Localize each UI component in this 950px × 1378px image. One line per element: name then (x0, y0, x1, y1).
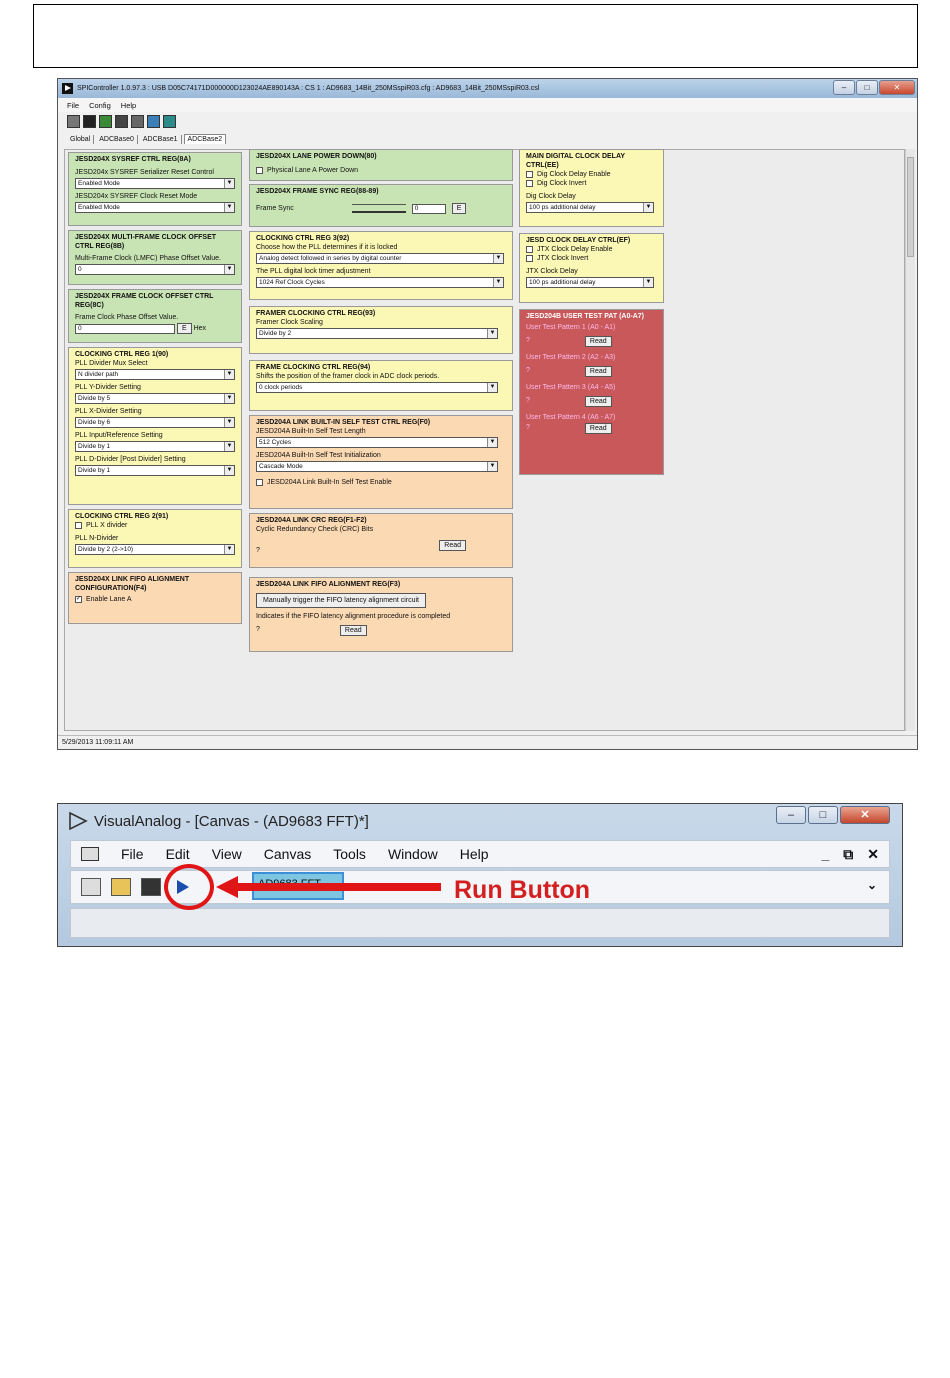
label: PLL Divider Mux Select (75, 360, 148, 367)
pll-y-divider-select[interactable]: Divide by 5 ▼ (75, 393, 235, 404)
sysref-clock-reset-select[interactable]: Enabled Mode ▼ (75, 202, 235, 213)
label: Enable Lane A (86, 596, 132, 603)
panel-fifo-alignment-config (68, 572, 242, 624)
label: PLL D-Divider [Post Divider] Setting (75, 456, 186, 463)
spi-title-bar (58, 79, 917, 98)
toolbar-icon-1[interactable] (67, 115, 80, 128)
vertical-scrollbar[interactable] (905, 149, 915, 731)
chevron-down-icon[interactable]: ⌄ (866, 878, 877, 892)
panel-title: JESD204X LINK FIFO ALIGNMENT CONFIGURATION(F4) (75, 576, 190, 592)
panel-title: CLOCKING CTRL REG 3(92) (256, 235, 350, 242)
pll-lock-timer-select[interactable]: 1024 Ref Clock Cycles ▼ (256, 277, 504, 288)
panel-clocking-ctrl-3 (249, 231, 513, 300)
pattern-1-read-button[interactable]: Read (585, 336, 612, 347)
run-button-highlight-circle (164, 864, 214, 910)
label: JESD204x SYSREF Serializer Reset Control (75, 169, 214, 176)
bist-length-select[interactable]: 512 Cycles ▼ (256, 437, 498, 448)
scroll-thumb[interactable] (907, 157, 914, 257)
mdi-close-icon[interactable]: ✕ (867, 845, 879, 862)
mdi-minimize-icon[interactable]: _ (821, 845, 830, 862)
label: JTX Clock Delay (526, 268, 578, 275)
enter-button[interactable]: E (452, 203, 467, 214)
panel-title: JESD204A LINK BUILT-IN SELF TEST CTRL REG(F0) (256, 419, 431, 426)
label: Framer Clock Scaling (256, 319, 323, 326)
panel-jesd-clock-delay (519, 233, 664, 303)
panel-title: JESD204X MULTI-FRAME CLOCK OFFSET CTRL REG(8B) (75, 234, 217, 250)
va-menu-canvas[interactable]: Canvas (263, 846, 312, 862)
spi-controller-window (57, 78, 918, 750)
label: User Test Pattern 1 (A0 - A1) (526, 324, 616, 331)
hex-label: Hex (193, 325, 207, 332)
toolbar-icon-7[interactable] (163, 115, 176, 128)
va-menu-help[interactable]: Help (459, 846, 489, 862)
visualanalog-logo-icon (68, 811, 88, 831)
framer-clock-scaling-select[interactable]: Divide by 2 ▼ (256, 328, 498, 339)
panel-multiframe-offset (68, 230, 242, 285)
pll-x-divider-select[interactable]: Divide by 6 ▼ (75, 417, 235, 428)
frame-sync-input[interactable]: 0 (412, 204, 446, 214)
frame-sync-slider[interactable] (352, 204, 406, 213)
label: The PLL digital lock timer adjustment (256, 268, 371, 275)
jtx-clock-delay-enable-checkbox[interactable] (526, 246, 533, 253)
menu-help[interactable]: Help (120, 100, 137, 110)
panel-fifo-alignment (249, 577, 513, 652)
enter-button[interactable]: E (177, 323, 192, 334)
label: PLL Input/Reference Setting (75, 432, 163, 439)
minimize-button[interactable]: – (833, 80, 855, 95)
close-button[interactable]: ✕ (879, 80, 915, 95)
toolbar-icon-6[interactable] (147, 115, 160, 128)
panel-clocking-ctrl-1 (68, 347, 242, 505)
dig-clock-invert-checkbox[interactable] (526, 180, 533, 187)
va-title-bar (58, 804, 902, 838)
label: JTX Clock Invert (537, 255, 589, 262)
spi-menu-bar (58, 98, 917, 112)
bist-init-select[interactable]: Cascade Mode ▼ (256, 461, 498, 472)
panel-bist-ctrl (249, 415, 513, 509)
tab-adcbase2[interactable]: ADCBase2 (184, 134, 227, 144)
pll-lock-detect-select[interactable]: Analog detect followed in series by digital counter ▼ (256, 253, 504, 264)
spi-toolbar (58, 112, 917, 130)
va-maximize-button[interactable]: □ (808, 806, 838, 824)
panel-title: JESD204A LINK CRC REG(F1-F2) (256, 517, 367, 524)
fifo-status-value: ? (256, 626, 260, 633)
panel-user-test-pattern (519, 309, 664, 475)
mdi-restore-icon[interactable]: ⧉ (843, 845, 854, 862)
panel-framer-clocking-ctrl (249, 306, 513, 354)
crc-value: ? (256, 547, 260, 554)
label: Dig Clock Invert (537, 180, 587, 187)
toolbar-icon-4[interactable] (115, 115, 128, 128)
panel-lane-power-down (249, 149, 513, 181)
run-button-annotation: Run Button (454, 876, 591, 904)
panel-title: JESD204X FRAME CLOCK OFFSET CTRL REG(8C) (75, 293, 214, 309)
pll-divider-mux-select[interactable]: N divider path ▼ (75, 369, 235, 380)
va-menu-window[interactable]: Window (387, 846, 438, 862)
open-folder-icon[interactable] (111, 878, 131, 896)
maximize-button[interactable]: □ (856, 80, 878, 95)
arrow-icon (216, 876, 446, 898)
label: User Test Pattern 3 (A4 - A5) (526, 384, 616, 391)
new-canvas-icon[interactable] (81, 878, 101, 896)
frame-offset-input[interactable]: 0 (75, 324, 175, 334)
label: JTX Clock Delay Enable (537, 246, 613, 253)
register-panel-area (64, 149, 905, 731)
pattern-3-value: ? (526, 397, 530, 404)
label: Indicates if the FIFO latency alignment procedure is completed (256, 613, 451, 620)
spi-window-title: SPIController 1.0.97.3 : USB D05C74171D000000D123024AE890143A : CS 1 : AD9683_14Bit_250MSspiR03.cfg : AD9683_14Bit_250MSspiR03.csl (77, 85, 540, 92)
tab-global[interactable]: Global (67, 135, 94, 144)
pll-x-divider-checkbox[interactable] (75, 522, 82, 529)
va-close-button[interactable]: ✕ (840, 806, 890, 824)
label: Frame Sync (256, 205, 294, 212)
fifo-trigger-button[interactable]: Manually trigger the FIFO latency alignment circuit (256, 593, 426, 608)
label: PLL X-Divider Setting (75, 408, 142, 415)
jtx-clock-delay-select[interactable]: 100 ps additional delay ▼ (526, 277, 654, 288)
panel-title: JESD204X FRAME SYNC REG(88-89) (256, 188, 379, 195)
pattern-2-read-button[interactable]: Read (585, 366, 612, 377)
panel-clocking-ctrl-2 (68, 509, 242, 568)
status-bar: 5/29/2013 11:09:11 AM (58, 735, 917, 749)
bist-enable-checkbox[interactable] (256, 479, 263, 486)
panel-title: CLOCKING CTRL REG 2(91) (75, 513, 169, 520)
panel-title: FRAME CLOCKING CTRL REG(94) (256, 364, 371, 371)
label: Shifts the position of the framer clock in ADC clock periods. (256, 373, 440, 380)
app-icon (62, 83, 73, 94)
toolbar-icon-3[interactable] (99, 115, 112, 128)
pattern-3-read-button[interactable]: Read (585, 396, 612, 407)
label: User Test Pattern 2 (A2 - A3) (526, 354, 616, 361)
pattern-4-value: ? (526, 424, 530, 431)
toolbar-icon-5[interactable] (131, 115, 144, 128)
panel-frame-clocking-ctrl (249, 360, 513, 411)
panel-title: JESD204B USER TEST PAT (A0-A7) (526, 313, 644, 320)
label: JESD204A Built-In Self Test Initialization (256, 452, 381, 459)
label: User Test Pattern 4 (A6 - A7) (526, 414, 616, 421)
dig-clock-delay-select[interactable]: 100 ps additional delay ▼ (526, 202, 654, 213)
panel-frame-sync (249, 184, 513, 227)
panel-title: JESD204X LANE POWER DOWN(80) (256, 153, 377, 160)
menu-config[interactable]: Config (89, 100, 111, 110)
panel-title: CLOCKING CTRL REG 1(90) (75, 351, 169, 358)
label: JESD204A Link Built-In Self Test Enable (267, 479, 392, 486)
dig-clock-delay-enable-checkbox[interactable] (526, 171, 533, 178)
panel-title: MAIN DIGITAL CLOCK DELAY CTRL(EE) (526, 153, 625, 169)
panel-frame-clock-offset (68, 289, 242, 343)
pattern-4-read-button[interactable]: Read (585, 423, 612, 434)
va-menu-file[interactable]: File (121, 846, 144, 862)
framer-clock-shift-select[interactable]: 0 clock periods ▼ (256, 382, 498, 393)
spi-tabs (58, 130, 917, 144)
lane-a-power-down-checkbox[interactable] (256, 167, 263, 174)
label: Dig Clock Delay Enable (537, 171, 611, 178)
pattern-1-value: ? (526, 337, 530, 344)
label: JESD204A Built-In Self Test Length (256, 428, 366, 435)
enable-lane-a-checkbox[interactable]: ✓ (76, 595, 82, 602)
menu-file[interactable]: File (67, 100, 80, 110)
panel-link-crc (249, 513, 513, 568)
va-window-title: VisualAnalog - [Canvas - (AD9683 FFT)*] (94, 812, 369, 830)
jtx-clock-invert-checkbox[interactable] (526, 255, 533, 262)
visualanalog-window (57, 803, 903, 947)
va-minimize-button[interactable]: – (776, 806, 806, 824)
sysref-serializer-select[interactable]: Enabled Mode ▼ (75, 178, 235, 189)
pll-d-divider-select[interactable]: Divide by 1 ▼ (75, 465, 235, 476)
panel-title: FRAMER CLOCKING CTRL REG(93) (256, 310, 376, 317)
label: Frame Clock Phase Offset Value. (75, 314, 179, 321)
label: PLL N-Divider (75, 535, 119, 542)
tab-adcbase0[interactable]: ADCBase0 (96, 135, 138, 144)
label: Dig Clock Delay (526, 193, 576, 200)
label: PLL Y-Divider Setting (75, 384, 141, 391)
label: JESD204x SYSREF Clock Reset Mode (75, 193, 198, 200)
caption-box (33, 4, 918, 68)
panel-title: JESD204X SYSREF CTRL REG(8A) (75, 156, 191, 163)
label: Cyclic Redundancy Check (CRC) Bits (256, 526, 374, 533)
panel-title: JESD CLOCK DELAY CTRL(EF) (526, 237, 631, 244)
canvas-icon (81, 847, 99, 861)
va-menu-tools[interactable]: Tools (333, 846, 366, 862)
save-icon[interactable] (141, 878, 161, 896)
lmfc-offset-select[interactable]: 0 ▼ (75, 264, 235, 275)
pll-n-divider-select[interactable]: Divide by 2 (2->10) ▼ (75, 544, 235, 555)
tab-adcbase1[interactable]: ADCBase1 (140, 135, 182, 144)
panel-sysref-ctrl (68, 152, 242, 226)
label: PLL X divider (86, 522, 128, 529)
fifo-read-button[interactable]: Read (340, 625, 367, 636)
panel-title: JESD204A LINK FIFO ALIGNMENT REG(F3) (256, 581, 401, 588)
panel-main-digital-clock-delay (519, 149, 664, 227)
va-menu-view[interactable]: View (211, 846, 242, 862)
pattern-2-value: ? (526, 367, 530, 374)
toolbar-icon-2[interactable] (83, 115, 96, 128)
label: Physical Lane A Power Down (267, 167, 359, 174)
va-menu-edit[interactable]: Edit (165, 846, 190, 862)
crc-read-button[interactable]: Read (439, 540, 466, 551)
pll-input-ref-select[interactable]: Divide by 1 ▼ (75, 441, 235, 452)
label: Choose how the PLL determines if it is locked (256, 244, 398, 251)
label: Multi-Frame Clock (LMFC) Phase Offset Value. (75, 255, 222, 262)
va-status-area (70, 908, 890, 938)
